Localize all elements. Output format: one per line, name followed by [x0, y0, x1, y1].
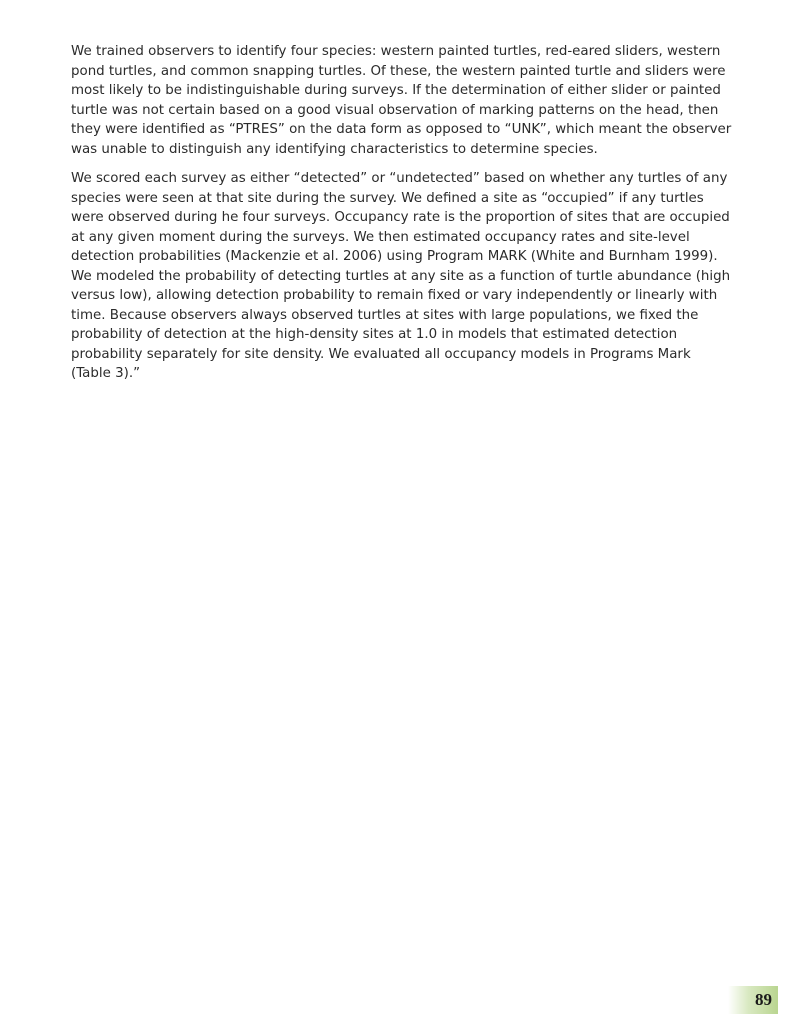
- paragraph-species-identification: We trained observers to identify four species: western painted turtles, red-eared sliders, western pond turtles, and common snapping turtles. Of these, the western painted turtle and sliders were most likely to be indistinguishable during surveys. If the determination of either slider or painted turtle was not certain based on a good visual observation of marking patterns on the head, then they were identified as “PTRES” on the data form as opposed to “UNK”, which meant the observer was unable to distinguish any identifying characteristics to determine species.: [71, 44, 732, 157]
- page-number-tab: [728, 986, 778, 1014]
- paragraph-occupancy-methods: We scored each survey as either “detected” or “undetected” based on whether any turtles of any species were seen at that site during the survey. We defined a site as “occupied” if any turtles were observed during he four surveys. Occupancy rate is the proportion of sites that are occupied at any given moment during the surveys. We then estimated occupancy rates and site-level detection probabilities (Mackenzie et al. 2006) using Program MARK (White and Burnham 1999). We modeled the probability of detecting turtles at any site as a function of turtle abundance (high versus low), allowing detection probability to remain fixed or vary independently or linearly with time. Because observers always observed turtles at sites with large populations, we fixed the probability of detection at the high-density sites at 1.0 in models that estimated detection probability separately for site density. We evaluated all occupancy models in Programs Mark (Table 3).”: [71, 171, 731, 381]
- body-text: [71, 42, 733, 394]
- page-number: 89: [755, 990, 772, 1009]
